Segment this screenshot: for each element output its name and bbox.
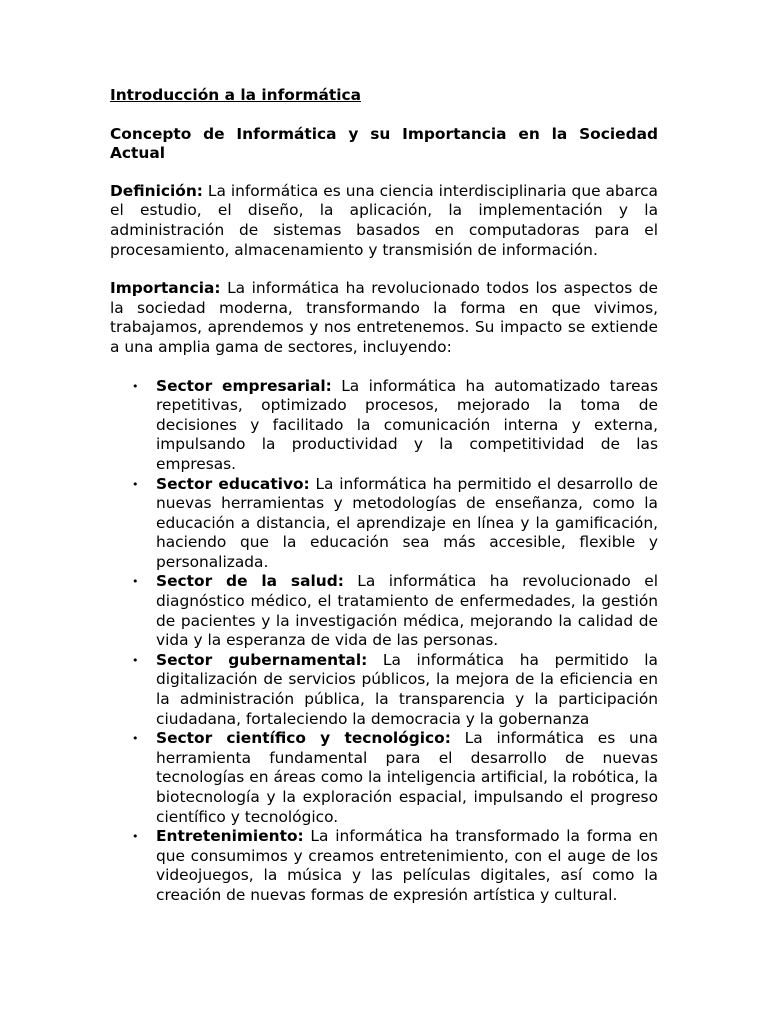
definition-lead: Definición: [110, 181, 203, 200]
list-item-cientifico [110, 729, 658, 827]
bullet-icon: • [132, 477, 139, 491]
bullet-icon: • [132, 379, 139, 393]
document-subtitle: Concepto de Informática y su Importancia en la Sociedad Actual [110, 124, 658, 163]
list-item-text: La informática es una herramienta fundamental para el desarrollo de nuevas tecnologías en áreas como la inteligencia artificial, la robótica, la biotecnología y la exploración espacial, impulsando el progreso científico y tecnológico. [156, 729, 658, 826]
definition-paragraph [110, 182, 658, 260]
list-item-text: La informática ha permitido el desarrollo de nuevas herramientas y metodologías de enseñanza, como la educación a distancia, el aprendizaje en línea y la gamificación, haciendo que la educación sea más accesible, flexible y personalizada. [156, 474, 658, 571]
importance-text: La informática ha revolucionado todos los aspectos de la sociedad moderna, transformando la forma en que vivimos, trabajamos, aprendemos y nos entretenemos. Su impacto se extiende a una amplia gama de sectores, incluyendo: [110, 279, 658, 356]
sector-list [110, 377, 658, 906]
list-item-lead: Sector gubernamental: [156, 650, 368, 669]
list-item-text: La informática ha automatizado tareas repetitivas, optimizado procesos, mejorado la toma de decisiones y facilitado la comunicación interna y externa, impulsando la productividad y la competitividad de las empresas. [156, 376, 658, 473]
document-page [110, 86, 658, 906]
list-item-lead: Sector educativo: [156, 474, 310, 493]
bullet-icon: • [132, 653, 139, 667]
list-item-text: La informática ha revolucionado el diagnóstico médico, el tratamiento de enfermedades, la gestión de pacientes y la investigación médica, mejorando la calidad de vida y la esperanza de vida de las personas. [156, 572, 658, 650]
bullet-icon: • [132, 575, 139, 589]
document-title: Introducción a la informática [110, 86, 362, 104]
bullet-icon: • [132, 830, 139, 844]
importance-lead: Importancia: [110, 279, 221, 298]
importance-paragraph [110, 279, 658, 357]
definition-text: La informática es una ciencia interdisciplinaria que abarca el estudio, el diseño, la aplicación, la implementación y la administración de sistemas basados en computadoras para el procesamiento, almacenamiento y transmisión de información. [110, 181, 658, 259]
list-item-lead: Entretenimiento: [156, 827, 304, 846]
list-item-entretenimiento [110, 827, 658, 905]
list-item-lead: Sector empresarial: [156, 376, 332, 395]
list-item-educativo [110, 475, 658, 573]
list-item-text: La informática ha permitido la digitalización de servicios públicos, la mejora de la eficiencia en la administración pública, la transparencia y la participación ciudadana, fortaleciendo la democracia y la gobernanza [156, 650, 658, 728]
list-item-lead: Sector de la salud: [156, 572, 344, 591]
list-item-text: La informática ha transformado la forma en que consumimos y creamos entretenimiento, con el auge de los videojuegos, la música y las películas digitales, así como la creación de nuevas formas de expresión artística y cultural. [156, 827, 658, 904]
list-item-empresarial [110, 377, 658, 475]
list-item-lead: Sector científico y tecnológico: [156, 729, 451, 748]
list-item-gubernamental [110, 651, 658, 729]
bullet-icon: • [132, 732, 139, 746]
list-item-salud [110, 572, 658, 650]
